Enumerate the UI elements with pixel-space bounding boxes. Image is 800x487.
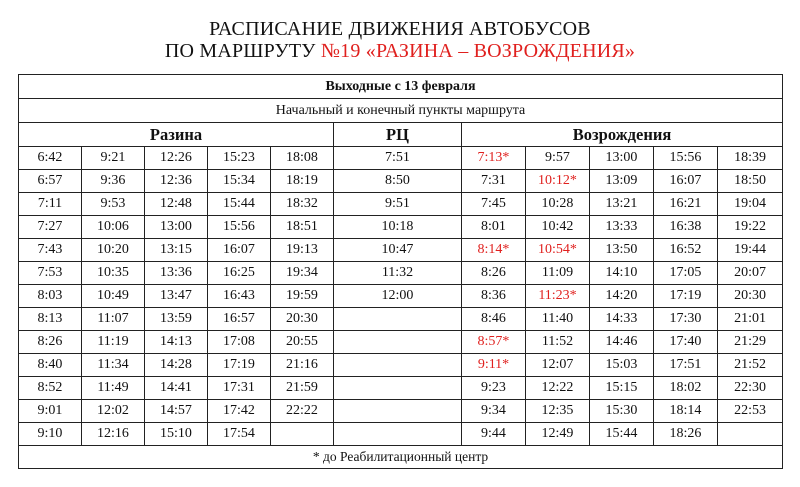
time-cell-vozrozhdeniya: 10:28 [526, 193, 590, 216]
time-cell-vozrozhdeniya: 8:14* [462, 239, 526, 262]
time-cell-razina: 16:25 [208, 262, 271, 285]
time-cell-vozrozhdeniya: 15:15 [590, 377, 654, 400]
time-cell-razina: 11:07 [82, 308, 145, 331]
time-cell-rc [334, 354, 462, 377]
time-cell-razina: 8:40 [19, 354, 82, 377]
time-cell-vozrozhdeniya: 13:33 [590, 216, 654, 239]
time-cell-razina: 8:03 [19, 285, 82, 308]
time-cell-rc [334, 377, 462, 400]
time-cell-vozrozhdeniya: 17:05 [654, 262, 718, 285]
time-cell-razina: 20:55 [271, 331, 334, 354]
time-cell-vozrozhdeniya [718, 423, 783, 446]
time-cell-vozrozhdeniya: 18:02 [654, 377, 718, 400]
time-cell-razina: 7:11 [19, 193, 82, 216]
time-cell-razina: 8:52 [19, 377, 82, 400]
time-cell-vozrozhdeniya: 17:19 [654, 285, 718, 308]
time-cell-razina: 15:44 [208, 193, 271, 216]
time-cell-razina: 17:42 [208, 400, 271, 423]
time-cell-razina: 11:34 [82, 354, 145, 377]
time-cell-razina: 15:23 [208, 147, 271, 170]
time-cell-vozrozhdeniya: 17:40 [654, 331, 718, 354]
time-cell-razina: 12:36 [145, 170, 208, 193]
time-cell-razina: 14:28 [145, 354, 208, 377]
time-cell-vozrozhdeniya: 11:52 [526, 331, 590, 354]
time-cell-rc [334, 331, 462, 354]
time-cell-rc: 12:00 [334, 285, 462, 308]
time-cell-vozrozhdeniya: 8:36 [462, 285, 526, 308]
time-cell-vozrozhdeniya: 16:38 [654, 216, 718, 239]
time-cell-razina: 7:43 [19, 239, 82, 262]
time-cell-vozrozhdeniya: 21:29 [718, 331, 783, 354]
time-cell-vozrozhdeniya: 13:00 [590, 147, 654, 170]
time-cell-vozrozhdeniya: 10:42 [526, 216, 590, 239]
time-cell-vozrozhdeniya: 11:23* [526, 285, 590, 308]
table-row [19, 308, 783, 331]
time-cell-razina: 17:19 [208, 354, 271, 377]
time-cell-razina: 9:01 [19, 400, 82, 423]
sub-header: Начальный и конечный пункты маршрута [19, 99, 783, 123]
table-row [19, 262, 783, 285]
time-cell-vozrozhdeniya: 19:22 [718, 216, 783, 239]
time-cell-vozrozhdeniya: 8:26 [462, 262, 526, 285]
time-cell-vozrozhdeniya: 22:30 [718, 377, 783, 400]
time-cell-vozrozhdeniya: 9:23 [462, 377, 526, 400]
time-cell-razina: 10:20 [82, 239, 145, 262]
time-cell-vozrozhdeniya: 9:57 [526, 147, 590, 170]
time-cell-rc: 10:18 [334, 216, 462, 239]
time-cell-rc [334, 400, 462, 423]
time-cell-razina: 7:27 [19, 216, 82, 239]
route-name: №19 «РАЗИНА – ВОЗРОЖДЕНИЯ» [320, 40, 636, 62]
table-row [19, 285, 783, 308]
time-cell-rc: 7:51 [334, 147, 462, 170]
time-cell-vozrozhdeniya: 14:10 [590, 262, 654, 285]
time-cell-vozrozhdeniya: 16:52 [654, 239, 718, 262]
time-cell-razina: 13:59 [145, 308, 208, 331]
time-cell-rc: 8:50 [334, 170, 462, 193]
table-row [19, 423, 783, 446]
time-cell-vozrozhdeniya: 17:51 [654, 354, 718, 377]
time-cell-vozrozhdeniya: 8:46 [462, 308, 526, 331]
time-cell-razina: 6:42 [19, 147, 82, 170]
time-cell-vozrozhdeniya: 7:45 [462, 193, 526, 216]
footnote: * до Реабилитационный центр [19, 446, 783, 469]
time-cell-vozrozhdeniya: 14:33 [590, 308, 654, 331]
time-cell-razina: 12:16 [82, 423, 145, 446]
table-row [19, 400, 783, 423]
stop-header-razina: Разина [19, 123, 334, 147]
time-cell-razina: 13:00 [145, 216, 208, 239]
time-cell-vozrozhdeniya: 9:34 [462, 400, 526, 423]
time-cell-vozrozhdeniya: 15:30 [590, 400, 654, 423]
time-cell-razina: 18:08 [271, 147, 334, 170]
time-cell-razina: 17:54 [208, 423, 271, 446]
time-cell-vozrozhdeniya: 16:07 [654, 170, 718, 193]
time-cell-vozrozhdeniya: 10:12* [526, 170, 590, 193]
time-cell-razina: 17:31 [208, 377, 271, 400]
time-cell-vozrozhdeniya: 8:57* [462, 331, 526, 354]
time-cell-razina: 8:13 [19, 308, 82, 331]
time-cell-razina: 9:21 [82, 147, 145, 170]
time-cell-vozrozhdeniya: 14:20 [590, 285, 654, 308]
time-cell-vozrozhdeniya: 11:09 [526, 262, 590, 285]
time-cell-razina: 19:59 [271, 285, 334, 308]
time-cell-razina: 20:30 [271, 308, 334, 331]
time-cell-vozrozhdeniya: 9:44 [462, 423, 526, 446]
time-cell-vozrozhdeniya: 16:21 [654, 193, 718, 216]
time-cell-rc: 10:47 [334, 239, 462, 262]
time-cell-razina: 21:59 [271, 377, 334, 400]
time-cell-razina: 15:34 [208, 170, 271, 193]
time-cell-razina: 10:35 [82, 262, 145, 285]
time-cell-razina: 9:10 [19, 423, 82, 446]
time-cell-vozrozhdeniya: 19:44 [718, 239, 783, 262]
time-cell-vozrozhdeniya: 9:11* [462, 354, 526, 377]
time-cell-razina: 15:10 [145, 423, 208, 446]
time-cell-razina: 13:36 [145, 262, 208, 285]
time-cell-razina: 6:57 [19, 170, 82, 193]
time-cell-vozrozhdeniya: 12:35 [526, 400, 590, 423]
time-cell-vozrozhdeniya: 15:03 [590, 354, 654, 377]
time-cell-razina: 12:26 [145, 147, 208, 170]
stop-header-vozrozhdeniya: Возрождения [462, 123, 783, 147]
time-cell-rc: 11:32 [334, 262, 462, 285]
time-cell-razina: 7:53 [19, 262, 82, 285]
time-cell-razina: 14:57 [145, 400, 208, 423]
time-cell-vozrozhdeniya: 18:50 [718, 170, 783, 193]
time-cell-razina: 17:08 [208, 331, 271, 354]
time-cell-vozrozhdeniya: 18:39 [718, 147, 783, 170]
table-row [19, 216, 783, 239]
day-header: Выходные с 13 февраля [19, 75, 783, 99]
time-cell-vozrozhdeniya: 20:07 [718, 262, 783, 285]
time-cell-vozrozhdeniya: 20:30 [718, 285, 783, 308]
table-row [19, 354, 783, 377]
time-cell-razina: 22:22 [271, 400, 334, 423]
time-cell-vozrozhdeniya: 15:44 [590, 423, 654, 446]
time-cell-razina: 16:57 [208, 308, 271, 331]
table-row [19, 377, 783, 400]
time-cell-razina: 11:49 [82, 377, 145, 400]
time-cell-razina: 11:19 [82, 331, 145, 354]
table-row [19, 193, 783, 216]
time-cell-razina: 10:49 [82, 285, 145, 308]
time-cell-vozrozhdeniya: 13:50 [590, 239, 654, 262]
time-cell-razina: 18:32 [271, 193, 334, 216]
time-cell-vozrozhdeniya: 17:30 [654, 308, 718, 331]
time-cell-razina: 18:51 [271, 216, 334, 239]
time-cell-razina: 8:26 [19, 331, 82, 354]
time-cell-vozrozhdeniya: 18:26 [654, 423, 718, 446]
time-cell-vozrozhdeniya: 8:01 [462, 216, 526, 239]
time-cell-vozrozhdeniya: 21:01 [718, 308, 783, 331]
time-cell-razina: 13:15 [145, 239, 208, 262]
table-row [19, 170, 783, 193]
time-cell-razina: 21:16 [271, 354, 334, 377]
time-cell-razina: 9:53 [82, 193, 145, 216]
time-cell-rc: 9:51 [334, 193, 462, 216]
footnote-row [19, 446, 783, 469]
time-cell-razina: 16:43 [208, 285, 271, 308]
time-cell-vozrozhdeniya: 21:52 [718, 354, 783, 377]
time-cell-vozrozhdeniya: 11:40 [526, 308, 590, 331]
time-cell-vozrozhdeniya: 7:13* [462, 147, 526, 170]
table-row [19, 239, 783, 262]
route-subtitle [0, 40, 800, 62]
time-cell-razina: 9:36 [82, 170, 145, 193]
time-cell-razina: 15:56 [208, 216, 271, 239]
time-cell-razina: 19:13 [271, 239, 334, 262]
time-cell-vozrozhdeniya: 12:07 [526, 354, 590, 377]
time-cell-vozrozhdeniya: 7:31 [462, 170, 526, 193]
time-cell-razina: 10:06 [82, 216, 145, 239]
time-cell-razina: 19:34 [271, 262, 334, 285]
time-cell-vozrozhdeniya: 14:46 [590, 331, 654, 354]
time-cell-vozrozhdeniya: 13:21 [590, 193, 654, 216]
table-row [19, 147, 783, 170]
time-cell-razina: 14:41 [145, 377, 208, 400]
time-cell-vozrozhdeniya: 12:49 [526, 423, 590, 446]
time-cell-vozrozhdeniya: 18:14 [654, 400, 718, 423]
time-cell-vozrozhdeniya: 19:04 [718, 193, 783, 216]
time-cell-vozrozhdeniya: 22:53 [718, 400, 783, 423]
time-cell-razina: 16:07 [208, 239, 271, 262]
time-cell-rc [334, 423, 462, 446]
schedule-table [18, 74, 783, 469]
time-cell-razina: 14:13 [145, 331, 208, 354]
time-cell-razina [271, 423, 334, 446]
time-cell-razina: 12:48 [145, 193, 208, 216]
time-cell-razina: 18:19 [271, 170, 334, 193]
time-cell-razina: 13:47 [145, 285, 208, 308]
stop-header-rc: РЦ [334, 123, 462, 147]
time-cell-vozrozhdeniya: 13:09 [590, 170, 654, 193]
page-title: РАСПИСАНИЕ ДВИЖЕНИЯ АВТОБУСОВ [209, 18, 591, 40]
route-subtitle-prefix: ПО МАРШРУТУ [164, 40, 321, 62]
time-cell-vozrozhdeniya: 15:56 [654, 147, 718, 170]
time-cell-vozrozhdeniya: 10:54* [526, 239, 590, 262]
time-cell-razina: 12:02 [82, 400, 145, 423]
table-row [19, 331, 783, 354]
time-cell-vozrozhdeniya: 12:22 [526, 377, 590, 400]
time-cell-rc [334, 308, 462, 331]
